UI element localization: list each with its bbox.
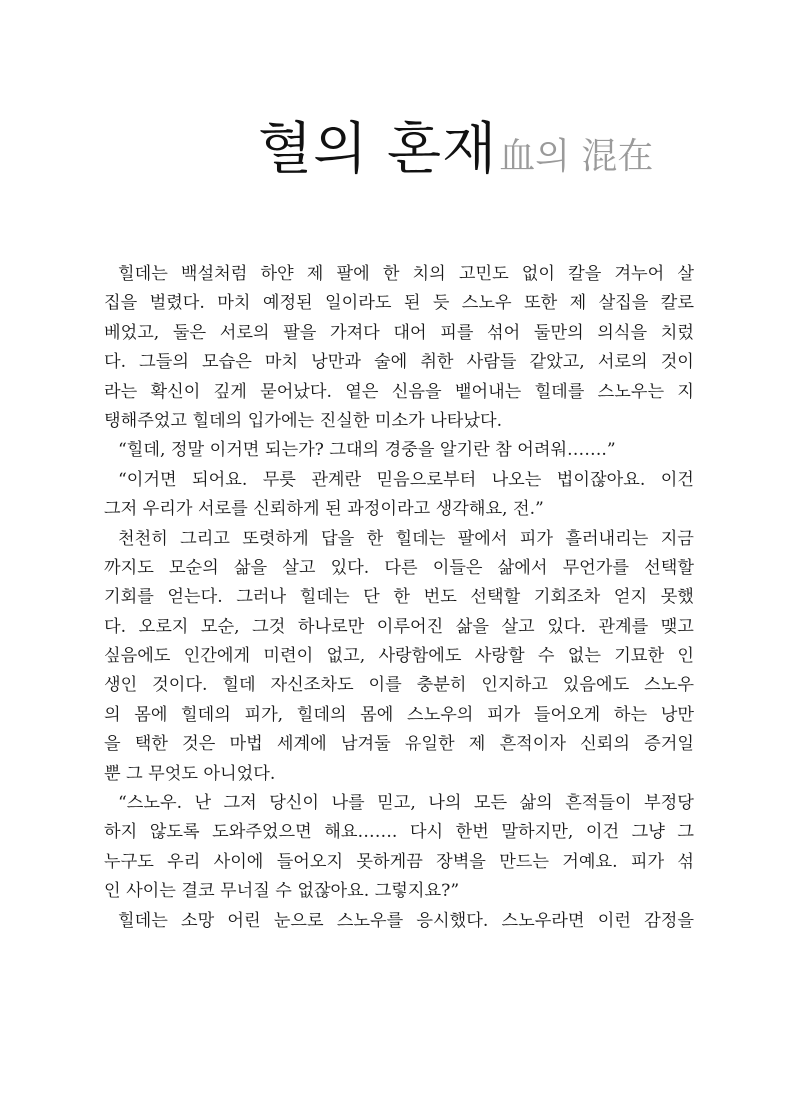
text-line: 라는 확신이 깊게 묻어났다. 옅은 신음을 뱉어내는 힐데를 스노우는 지	[104, 381, 694, 402]
text-line: 다. 그들의 모습은 마치 낭만과 술에 취한 사람들 같았고, 서로의 것이	[104, 352, 694, 373]
title-block	[258, 110, 653, 197]
text-line: 탱해주었고 힐데의 입가에는 진실한 미소가 나타났다.	[104, 410, 503, 431]
text-line: 뿐 그 무엇도 아니었다.	[104, 763, 276, 784]
text-line: 까지도 모순의 삶을 살고 있다. 다른 이들은 삶에서 무언가를 선택할	[104, 557, 694, 578]
text-line: 누구도 우리 사이에 들어오지 못하게끔 장벽을 만드는 거예요. 피가 섞	[104, 851, 694, 872]
body-text	[104, 260, 694, 936]
text-line: 집을 벌렸다. 마치 예정된 일이라도 된 듯 스노우 또한 제 살집을 칼로	[104, 293, 694, 314]
text-line: 을 택한 것은 마법 세계에 남겨둘 유일한 제 흔적이자 신뢰의 증거일	[104, 734, 694, 755]
page-title-hanja: 血의 混在	[499, 136, 654, 177]
text-line: 싶음에도 인간에게 미련이 없고, 사랑함에도 사랑할 수 없는 기묘한 인	[104, 646, 694, 667]
text-line: 의 몸에 힐데의 피가, 힐데의 몸에 스노우의 피가 들어오게 하는 낭만	[104, 704, 694, 725]
text-line: 베었고, 둘은 서로의 팔을 가져다 대어 피를 섞어 둘만의 의식을 치렀	[104, 322, 694, 343]
text-line: 하지 않도록 도와주었으면 해요……. 다시 한번 말하지만, 이건 그냥 그	[104, 822, 694, 843]
text-line: “이거면 되어요. 무릇 관계란 믿음으로부터 나오는 법이잖아요. 이건	[118, 469, 694, 490]
text-line: 기회를 얻는다. 그러나 힐데는 단 한 번도 선택할 기회조차 얻지 못했	[104, 587, 694, 608]
text-line: 생인 것이다. 힐데 자신조차도 이를 충분히 인지하고 있음에도 스노우	[104, 675, 694, 696]
text-line: 그저 우리가 서로를 신뢰하게 된 과정이라고 생각해요, 전.”	[104, 499, 544, 520]
text-line: 힐데는 백설처럼 하얀 제 팔에 한 치의 고민도 없이 칼을 겨누어 살	[118, 264, 694, 284]
text-line: “스노우. 난 그저 당신이 나를 믿고, 나의 모든 삶의 흔적들이 부정당	[118, 793, 694, 814]
page-title: 혈의 혼재	[258, 117, 498, 182]
text-line: “힐데, 정말 이거면 되는가? 그대의 경중을 알기란 참 어려워…….”	[118, 440, 616, 461]
text-line: 다. 오로지 모순, 그것 하나로만 이루어진 삶을 살고 있다. 관계를 맺고	[104, 616, 694, 637]
text-line: 힐데는 소망 어린 눈으로 스노우를 응시했다. 스노우라면 이런 감정을	[118, 910, 694, 931]
text-line: 천천히 그리고 또렷하게 답을 한 힐데는 팔에서 피가 흘러내리는 지금	[118, 528, 694, 549]
text-line: 인 사이는 결코 무너질 수 없잖아요. 그렇지요?”	[104, 881, 460, 902]
